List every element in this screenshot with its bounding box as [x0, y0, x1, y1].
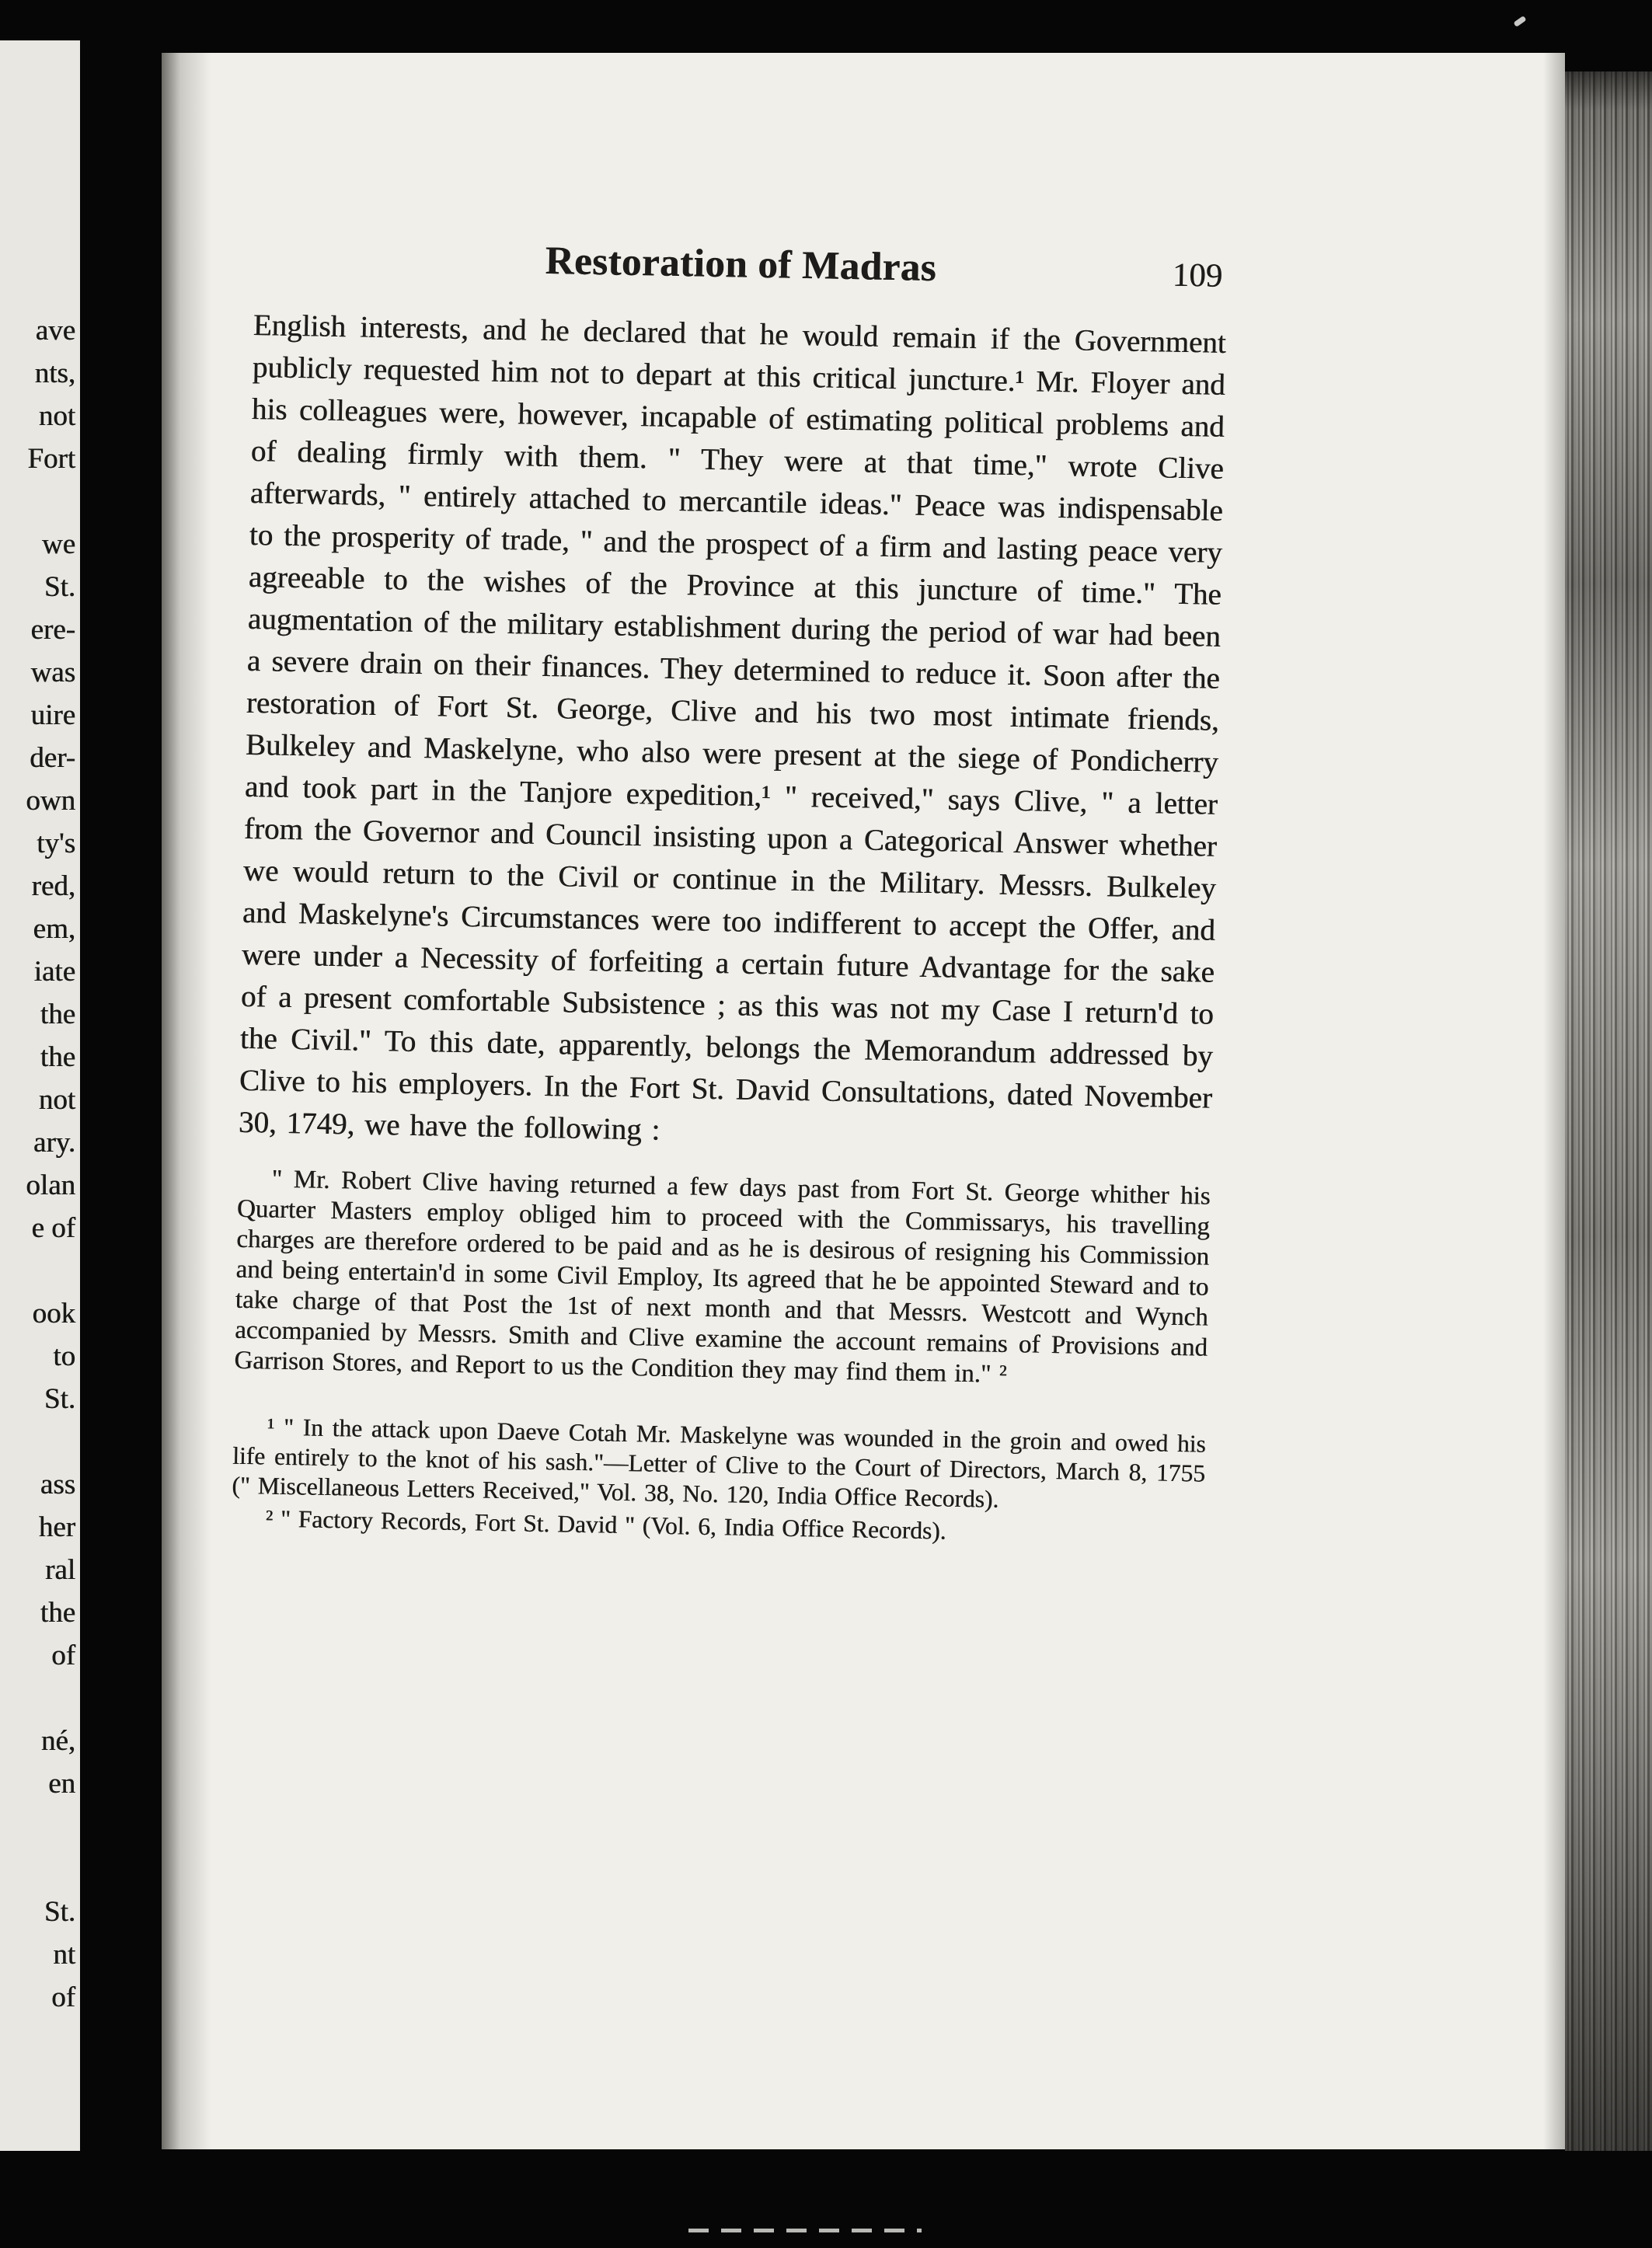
margin-fragment: iate — [33, 956, 75, 988]
facing-page-edge — [0, 40, 80, 2151]
margin-fragment: we — [41, 528, 75, 560]
margin-fragment: ere- — [30, 614, 75, 646]
margin-fragment: her — [38, 1511, 75, 1543]
margin-fragment — [26, 1420, 75, 1463]
margin-fragment: ary. — [33, 1127, 75, 1159]
book-page-edges — [1565, 71, 1652, 2151]
margin-fragment: St. — [44, 1896, 75, 1928]
margin-fragment: olan — [26, 1169, 75, 1201]
margin-fragment — [26, 1848, 75, 1891]
margin-fragment: St. — [44, 571, 75, 603]
page-content — [231, 233, 1228, 1554]
margin-fragment: not — [38, 400, 75, 432]
scan-speck — [1513, 16, 1526, 27]
footnote: ² " Factory Records, Fort St. David " (Vol. 6, India Office Records). — [265, 1504, 946, 1545]
margin-fragment: ty's — [37, 828, 75, 859]
margin-fragment: nts, — [34, 357, 75, 389]
page-header — [254, 233, 1228, 302]
margin-fragment: red, — [31, 870, 75, 902]
margin-fragment: der- — [30, 742, 75, 774]
margin-fragment: own — [26, 785, 75, 817]
scan-bottom-mark — [688, 2229, 922, 2232]
margin-fragment: was — [30, 657, 75, 688]
margin-fragment: the — [40, 999, 75, 1030]
margin-fragment: uire — [30, 699, 75, 731]
consultation-quote: " Mr. Robert Clive having returned a few days past from Fort St. George whither his Quarter Masters employ obliged him to proceed with the Commissarys, his travelling charges are therefore ordered to be paid and as he is desirous of resigning his Commission and being entertain'd in some Civil Employ, Its agreed that he be appointed Steward and to take charge of that Post the 1st of next month and that Messrs. Westcott and Wynch accompanied by Messrs. Smith and Clive examine the account remains of Provisions and Garrison Stores, and Report to us the Condition they may find them in." ² — [234, 1165, 1211, 1389]
margin-fragment: of — [51, 1640, 75, 1671]
margin-fragment: to — [53, 1340, 75, 1372]
margin-fragment — [26, 1249, 75, 1292]
page-title: Restoration of Madras — [545, 239, 937, 291]
margin-fragment: en — [48, 1768, 75, 1800]
margin-fragment — [26, 480, 75, 523]
margin-fragment — [26, 1677, 75, 1720]
margin-fragment: ook — [32, 1298, 75, 1330]
body-paragraph: English interests, and he declared that he would remain if the Government publicly requested him not to depart at this critical juncture.¹ Mr. Floyer and his colleagues were, however, incapable of estimating political problems and of dealing firmly with them. " They were at that time," wrote Clive afterwards, " entirely attached to mercantile ideas." Peace was indispensable to the prosperity of trade, " and the prospect of a firm and lasting peace very agreeable to the wishes of the Province at this juncture of time." The augmentation of the military establishment during the period of war had been a severe drain on their finances. They determined to reduce it. Soon after the restoration of Fort St. George, Clive and his two most intimate friends, Bulkeley and Maskelyne, who also were present at the siege of Pondicherry and took part in the Tanjore expedition,¹ " received," says Clive, " a letter from the Governor and Council insisting upon a Categorical Answer whether we would return to the Civil or continue in the Military. Messrs. Bulkeley and Maskelyne's Circumstances were too indifferent to accept the Offer, and were under a Necessity of forfeiting a certain future Advantage for the sake of a present comfortable Subsistence ; as this was not my Case I return'd to the Civil." To this date, apparently, belongs the Memorandum addressed by Clive to his employers. In the Fort St. David Consultations, dated November 30, 1749, we have the following : — [238, 308, 1227, 1147]
book-page — [162, 53, 1565, 2149]
margin-fragment: not — [38, 1084, 75, 1116]
margin-fragment — [26, 1805, 75, 1848]
footnotes — [231, 1412, 1206, 1551]
facing-page-text-fragments — [26, 309, 75, 2019]
margin-fragment: ave — [35, 315, 75, 347]
margin-fragment: the — [40, 1041, 75, 1073]
footnote: ¹ " In the attack upon Daeve Cotah Mr. Maskelyne was wounded in the groin and owed his life entirely to the knot of his sash."—Letter of Clive to the Court of Directors, March 8, 1755 (" Miscellaneous Letters Received," Vol. 38, No. 120, India Office Records). — [232, 1413, 1206, 1513]
margin-fragment: ral — [44, 1554, 75, 1586]
margin-fragment: nt — [53, 1939, 75, 1971]
page-number: 109 — [1172, 256, 1223, 295]
margin-fragment: né, — [40, 1725, 75, 1757]
margin-fragment: Fort — [27, 443, 75, 475]
margin-fragment: e of — [31, 1212, 75, 1244]
margin-fragment: St. — [44, 1383, 75, 1415]
margin-fragment: em, — [33, 913, 75, 945]
margin-fragment: ass — [40, 1469, 75, 1500]
margin-fragment: the — [40, 1597, 75, 1629]
margin-fragment: of — [51, 1981, 75, 2013]
